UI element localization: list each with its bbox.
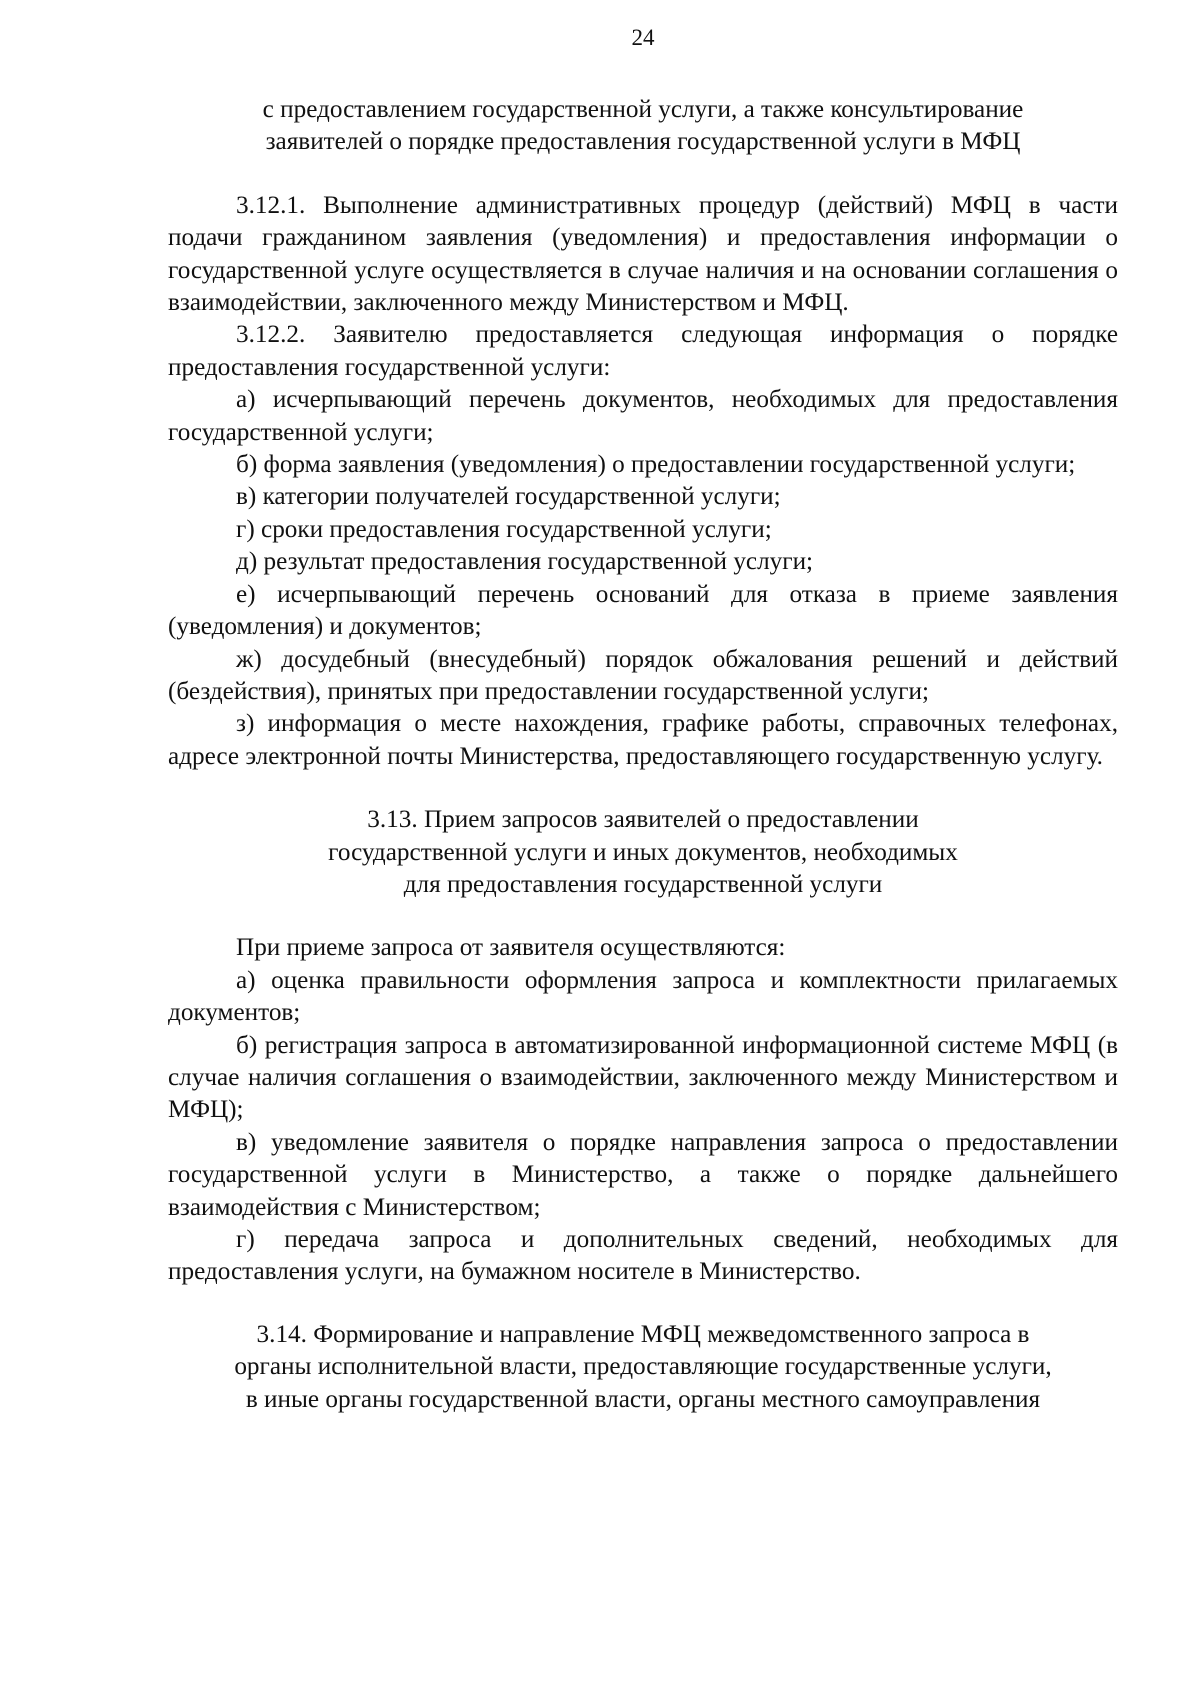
heading-line: органы исполнительной власти, предоставляющие государственные услуги, (234, 1353, 1052, 1381)
heading-line: 3.14. Формирование и направление МФЦ межведомственного запроса в (256, 1320, 1030, 1348)
heading-line: заявителей о порядке предоставления государственной услуги в МФЦ (265, 128, 1021, 156)
section-heading-3-14 (168, 1319, 1118, 1416)
list-item-z: з) информация о месте нахождения, графике работы, справочных телефонах, адресе электронной почты Министерства, предоставляющего государственную услугу. (168, 710, 1118, 770)
paragraph-intro-3-13: При приеме запроса от заявителя осуществляются: (236, 934, 786, 962)
list-item-g: г) передача запроса и дополнительных сведений, необходимых для предоставления услуги, на бумажном носителе в Министерство. (168, 1226, 1118, 1286)
list-item-e: е) исчерпывающий перечень оснований для отказа в приеме заявления (уведомления) и документов; (168, 580, 1118, 641)
paragraph-3-12-2: 3.12.2. Заявителю предоставляется следующая информация о порядке предоставления государственной услуги: (168, 321, 1118, 381)
section-heading-continued (168, 94, 1118, 159)
list-item-a: а) исчерпывающий перечень документов, необходимых для предоставления государственной услуги; (168, 386, 1118, 446)
page-number: 24 (631, 25, 655, 50)
heading-line: в иные органы государственной власти, органы местного самоуправления (245, 1385, 1041, 1413)
document-page (168, 22, 1118, 1416)
list-item-zh: ж) досудебный (внесудебный) порядок обжалования решений и действий (бездействия), принятых при предоставлении государственной услуги; (168, 645, 1118, 705)
list-item-d: д) результат предоставления государственной услуги; (236, 548, 814, 576)
list-item-v: в) категории получателей государственной услуги; (236, 483, 781, 511)
list-item-b: б) форма заявления (уведомления) о предоставлении государственной услуги; (236, 451, 1076, 479)
heading-line: с предоставлением государственной услуги, а также консультирование (262, 96, 1024, 123)
section-heading-3-13 (168, 804, 1118, 901)
list-item-v: в) уведомление заявителя о порядке направления запроса о предоставлении государственной услуги в Министерство, а также о порядке дальнейшего взаимодействия с Министерством; (168, 1128, 1118, 1221)
list-item-g: г) сроки предоставления государственной услуги; (236, 515, 772, 543)
paragraph-3-12-1: 3.12.1. Выполнение административных процедур (действий) МФЦ в части подачи гражданином заявления (уведомления) и предоставления информации о государственной услуге осуществляется в случае наличия и на основании соглашения о взаимодействии, заключенного между Министерством и МФЦ. (168, 191, 1118, 317)
heading-line: для предоставления государственной услуги (403, 870, 883, 898)
heading-line: государственной услуги и иных документов, необходимых (328, 838, 958, 866)
heading-line: 3.13. Прием запросов заявителей о предоставлении (367, 806, 919, 834)
list-item-a: а) оценка правильности оформления запроса и комплектности прилагаемых документов; (168, 966, 1118, 1027)
list-item-b: б) регистрация запроса в автоматизированной информационной системе МФЦ (в случае наличия соглашения о взаимодействии, заключенного между Министерством и МФЦ); (168, 1031, 1118, 1124)
